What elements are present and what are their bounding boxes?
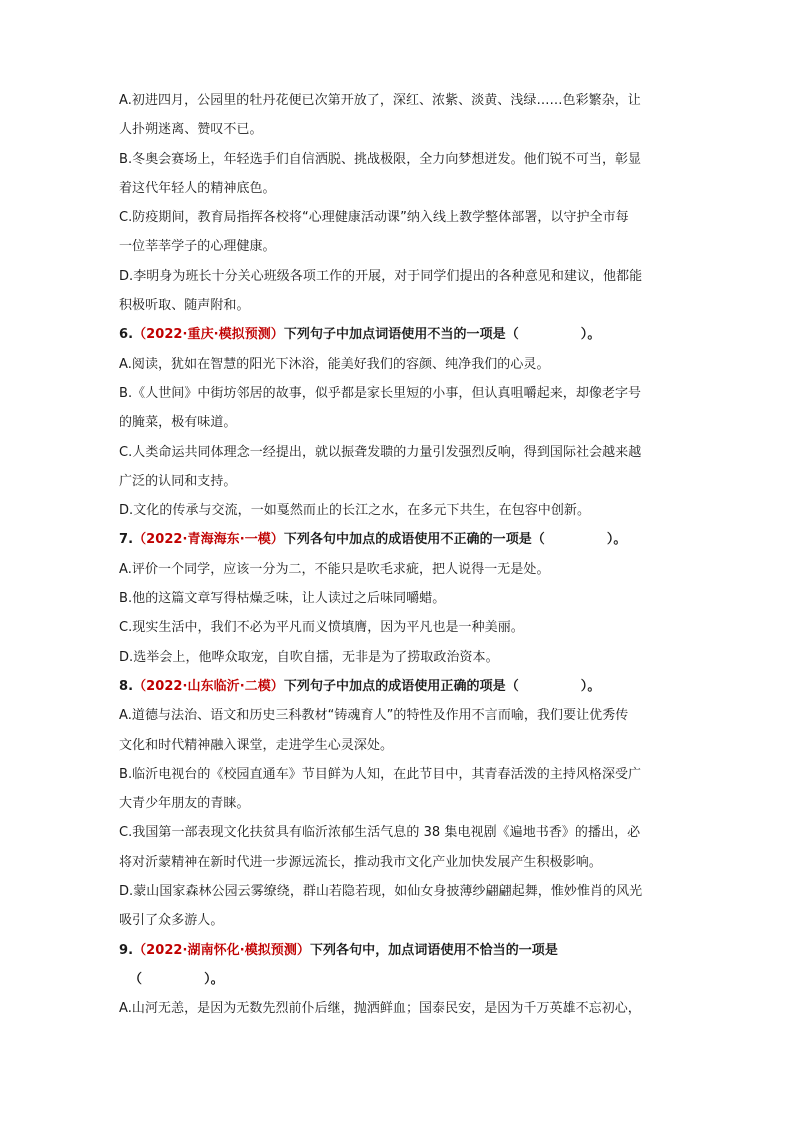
question-stem: 下列句子中加点词语使用不当的一项是（ (283, 327, 519, 343)
text-line: 积极听取、随声附和。 (119, 298, 250, 314)
text-line: 大青少年朋友的青睐。 (119, 796, 250, 812)
text-line: B.《人世间》中街坊邻居的故事，似乎都是家长里短的小事，但认真咀嚼起来，却像老字号 (119, 385, 642, 401)
answer-blank-line (119, 965, 679, 994)
question-number: 9. (119, 942, 134, 958)
question-number: 8. (119, 678, 134, 694)
question-header (119, 936, 679, 965)
text-line: D.选举会上，他哗众取宠，自吹自擂，无非是为了捞取政治资本。 (119, 649, 499, 665)
question-source: （2022·重庆·模拟预测） (133, 327, 284, 343)
question-number: 7. (119, 532, 134, 548)
question-stem-end: ）。 (580, 327, 601, 343)
text-line: C.现实生活中，我们不必为平凡而义愤填膺，因为平凡也是一种美丽。 (119, 620, 524, 636)
question-stem-end: ）。 (580, 678, 601, 694)
text-line: A.初进四月，公园里的牡丹花便已次第开放了，深红、浓紫、淡黄、浅绿……色彩繁杂，让 (119, 93, 641, 108)
question-number: 6. (119, 327, 134, 343)
blank-close: ）。 (204, 971, 224, 987)
question-source: （2022·山东临沂·二模） (133, 678, 284, 694)
text-line: 一位莘莘学子的心理健康。 (119, 239, 276, 255)
text-line: D.蒙山国家森林公园云雾缭绕，群山若隐若现，如仙女身披薄纱翩翩起舞，惟妙惟肖的风光 (119, 884, 643, 900)
question-stem: 下列各句中，加点词语使用不恰当的一项是 (309, 942, 558, 958)
question-header (119, 320, 679, 349)
text-line: 人扑朔迷离、赞叹不已。 (119, 122, 263, 138)
text-line: A.山河无恙，是因为无数先烈前仆后继，抛洒鲜血；国泰民安，是因为千万英雄不忘初心， (119, 1001, 641, 1017)
question-stem-end: ）。 (606, 532, 627, 548)
question-header (119, 672, 679, 701)
question-content (119, 86, 679, 1024)
text-line: C.人类命运共同体理念一经提出，就以振聋发聩的力量引发强烈反响，得到国际社会越来越 (119, 444, 642, 460)
text-line: B.冬奥会赛场上，年轻选手们自信洒脱、挑战极限，全力向梦想迸发。他们锐不可当，彰显 (119, 151, 642, 167)
text-line: A.道德与法治、语文和历史三科教材“铸魂育人”的特性及作用不言而喻，我们要让优秀传 (119, 708, 629, 724)
text-line: B.临沂电视台的《校园直通车》节目鲜为人知，在此节目中，其青春活泼的主持风格深受广 (119, 766, 642, 782)
text-line: 将对沂蒙精神在新时代进一步源远流长，推动我市文化产业加快发展产生积极影响。 (119, 854, 602, 870)
text-line: D.文化的传承与交流，一如戛然而止的长江之水，在多元下共生，在包容中创新。 (119, 503, 590, 519)
text-line: 文化和时代精神融入课堂，走进学生心灵深处。 (119, 737, 394, 753)
text-line: C.我国第一部表现文化扶贫具有临沂浓郁生活气息的 38 集电视剧《遍地书香》的播出，必 (119, 825, 641, 841)
blank-open: （ (129, 971, 143, 987)
question-stem: 下列句子中加点的成语使用正确的项是（ (283, 678, 519, 694)
text-line: 着这代年轻人的精神底色。 (119, 180, 276, 196)
text-line: 广泛的认同和支持。 (119, 473, 237, 489)
text-line: 吸引了众多游人。 (119, 913, 224, 929)
text-line: A.评价一个同学，应该一分为二，不能只是吹毛求疵，把人说得一无是处。 (119, 561, 550, 577)
text-line: 的腌菜，极有味道。 (119, 415, 237, 431)
question-stem: 下列各句中加点的成语使用不正确的一项是（ (283, 532, 545, 548)
question-source: （2022·青海海东·一模） (133, 532, 284, 548)
text-line: D.李明身为班长十分关心班级各项工作的开展，对于同学们提出的各种意见和建议，他都能 (119, 268, 643, 284)
text-line: B.他的这篇文章写得枯燥乏味，让人读过之后味同嚼蜡。 (119, 591, 446, 607)
question-header (119, 525, 679, 554)
question-source: （2022·湖南怀化·模拟预测） (133, 942, 310, 958)
text-line: C.防疫期间，教育局指挥各校将“心理健康活动课”纳入线上教学整体部署，以守护全市每 (119, 210, 629, 226)
text-line: A.阅读，犹如在智慧的阳光下沐浴，能美好我们的容颜、纯净我们的心灵。 (119, 356, 550, 372)
